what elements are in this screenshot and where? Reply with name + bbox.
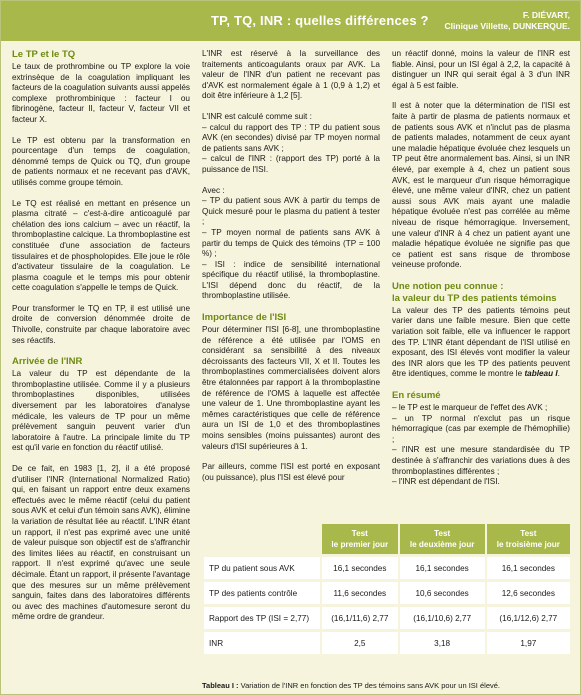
- definition-item: – ISI : indice de sensibilité international spécifique du réactif utilisé, la thromboplastine. L'ISI dépend donc du réactif, de la thromboplastine utilisée.: [202, 259, 380, 301]
- definition-item: – TP du patient sous AVK à partir du temps de Quick mesuré pour le plasma du patient à tester ;: [202, 196, 380, 227]
- value-cell: (16,1/11,6) 2,77: [322, 607, 398, 629]
- definition-item: – TP moyen normal de patients sans AVK à partir du temps de Quick des témoins (TP = 100 %) ;: [202, 227, 380, 259]
- summary-item: – l'INR est une mesure standardisée du TP destinée à s'affranchir des variations dues à des thromboplastines différentes ;: [392, 445, 570, 476]
- row-label-cell: INR: [204, 632, 320, 654]
- article-title: TP, TQ, INR : quelles différences ?: [211, 13, 429, 28]
- definitions-block: [202, 186, 380, 303]
- table-header-day1: [322, 524, 398, 554]
- paragraph: un réactif donné, moins la valeur de l'INR est fiable. Ainsi, pour un ISI égal à 2,2, la capacité à distinguer un INR qui serait égal à 3 d'un INR égal à 5 est faible.: [392, 49, 570, 90]
- paragraph-end: .: [557, 369, 560, 379]
- row-label-cell: Rapport des TP (ISI = 2,77): [204, 607, 320, 629]
- paragraph: Par ailleurs, comme l'ISI est porté en exposant (ou puissance), plus l'ISI est élevé pour: [202, 462, 380, 482]
- summary-item: – le TP est le marqueur de l'effet des AVK ;: [392, 403, 548, 413]
- table-row: [204, 607, 570, 629]
- column-3: [392, 49, 570, 488]
- author-block: [445, 10, 570, 32]
- paragraph: Pour déterminer l'ISI [6-8], une thromboplastine de référence a été utilisée par l'OMS en considérant sa sensibilité à des niveaux décroissants des facteurs VII, X et II. Toutes les thromboplastines commercialisées doivent alors être étalonnées par rapport à la thromboplastine de référence de l'OMS à laquelle est affectée une valeur de 1. Une thromboplastine ayant les mêmes caractéristiques que celle de référence aura un ISI de 1,0 et des thromboplastines moins sensibles (moins puissantes) auront des valeurs d'ISI supérieures à 1.: [202, 325, 380, 451]
- header-text: le premier jour: [331, 540, 389, 549]
- table-caption: [202, 681, 572, 690]
- author-name: F. DIÉVART,: [522, 10, 570, 20]
- row-label-cell: TP des patients contrôle: [204, 582, 320, 604]
- row-label-cell: TP du patient sous AVK: [204, 557, 320, 579]
- column-1: [12, 49, 190, 623]
- value-cell: 16,1 secondes: [400, 557, 485, 579]
- table-header-empty: [204, 524, 320, 554]
- value-cell: 16,1 secondes: [487, 557, 570, 579]
- section-title-isi: Importance de l'ISI: [202, 312, 287, 324]
- header-text: Test: [520, 529, 537, 538]
- header-text: Test: [351, 529, 368, 538]
- summary-item: – un TP normal n'exclut pas un risque hémorragique (cas par exemple de l'hémophilie) ;: [392, 413, 570, 444]
- paragraph: Le taux de prothrombine ou TP explore la voie extrinsèque de la coagulation impliquant les facteurs de la coagulation suivants aussi appelés complexe prothrombinique : facteur I ou fibrinogène, facteur II, facteur V, facteur VII et facteur X.: [12, 62, 190, 124]
- summary-item: – l'INR est dépendant de l'ISI.: [392, 477, 500, 487]
- table-1: [202, 521, 572, 657]
- section-title-line: la valeur du TP des patients témoins: [392, 292, 557, 304]
- table-reference: tableau I: [524, 369, 558, 379]
- section-title-line: Une notion peu connue :: [392, 280, 504, 292]
- paragraph-text: La valeur des TP des patients témoins peut varier dans une faible mesure. Bien que cette variation soit faible, elle va influencer le rapport des TP. L'INR étant dépendant de l'ISI utilisé en exposant, des ISI élevés vont modifier la valeur des INR alors que les TP des patients peuvent être identiques, comme le montre le: [392, 305, 570, 379]
- formula-block: [202, 112, 380, 176]
- title-bar: [1, 1, 580, 41]
- formula-step: – calcul de l'INR : (rapport des TP) porté à la puissance de l'ISI.: [202, 154, 380, 174]
- value-cell: 3,18: [400, 632, 485, 654]
- formula-intro: L'INR est calculé comme suit :: [202, 111, 312, 121]
- column-2: [202, 49, 380, 483]
- table-header-day2: [400, 524, 485, 554]
- table-row: [204, 582, 570, 604]
- definitions-intro: Avec :: [202, 185, 225, 195]
- value-cell: 10,6 secondes: [400, 582, 485, 604]
- value-cell: 2,5: [322, 632, 398, 654]
- summary-list: [392, 403, 570, 488]
- paragraph: Il est à noter que la détermination de l'ISI est faite à partir de plasma de patients normaux et de patients sous AVK et n'inclut pas de plasma de patients malades, notamment de ceux ayant une maladie hépatique évoluée chez lesquels un TP peut être anormalement bas. Ainsi, si un INR élevé, par exemple à 4, chez un patient sous AVK, est le marqueur d'un risque hémorragique élevé, une même valeur d'INR, chez un patient aussi sous AVK mais ayant une maladie hépatique évoluée n'est pas corrélée au même niveau de risque hémorragique. Inversement, une valeur d'INR à 4 chez un patient ayant une maladie hépatique évoluée ne signifie pas que ce patient est sans risque de thrombose veineuse profonde.: [392, 101, 570, 270]
- paragraph: Pour transformer le TQ en TP, il est utilisé une droite de conversion dénommée droite de Thivolle, construite par chaque laboratoire avec ses réactifs.: [12, 303, 190, 345]
- paragraph: La valeur du TP est dépendante de la thromboplastine utilisée. Comme il y a plusieurs thromboplastines disponibles, utilisées diversement par les laboratoires d'analyse médicale, les valeurs de TP pour un même prélèvement sanguin peuvent varier d'un laboratoire à l'autre. La principale limite du TP est qu'il varie en fonction du réactif utilisé.: [12, 369, 190, 453]
- inr-table: [202, 521, 572, 657]
- table-row: [204, 632, 570, 654]
- header-text: le troisième jour: [496, 540, 560, 549]
- value-cell: 11,6 secondes: [322, 582, 398, 604]
- value-cell: 1,97: [487, 632, 570, 654]
- caption-label: Tableau I :: [202, 681, 239, 690]
- table-header-row: [204, 524, 570, 554]
- value-cell: 16,1 secondes: [322, 557, 398, 579]
- paragraph: L'INR est réservé à la surveillance des traitements anticoagulants oraux par AVK. La valeur de l'INR d'un patient ne recevant pas d'AVK est normalement égale à 1 (0,9 à 1,2) et doit être inférieure à 1,2 [5].: [202, 49, 380, 101]
- header-text: le deuxième jour: [409, 540, 475, 549]
- paragraph: Le TP est obtenu par la transformation en pourcentage d'un temps de coagulation, dénommé temps de Quick ou TQ, d'un groupe de patients normaux et ne recevant pas d'AVK, utilisés comme groupe témoin.: [12, 135, 190, 187]
- section-title-inr: Arrivée de l'INR: [12, 356, 83, 368]
- section-title-resume: En résumé: [392, 390, 441, 402]
- paragraph: De ce fait, en 1983 [1, 2], il a été proposé d'utiliser l'INR (International Normalized Ratio) qui, en faisant un rapport entre deux examens effectués avec le même réactif (celui du patient sous AVK et celui d'un témoin sans AVK), élimine la variation de résultat liée au réactif. L'INR étant un rapport, il n'est pas exprimé avec une unité de valeur puisque son objectif est de s'affranchir des limites liées au réactif, en construisant un rapport. Il n'est exprimé qu'avec une seule décimale. Étant un rapport, il présente l'avantage que des mesures sur un même prélèvement sanguin, faites dans des laboratoires différents ou avec des machines d'automesure seront du même ordre de grandeur.: [12, 464, 190, 622]
- value-cell: (16,1/10,6) 2,77: [400, 607, 485, 629]
- formula-step: – calcul du rapport des TP : TP du patient sous AVK (en secondes) divisé par TP moyen normal de patients sans AVK ;: [202, 122, 380, 153]
- table-body: [204, 557, 570, 654]
- header-text: Test: [434, 529, 451, 538]
- value-cell: 12,6 secondes: [487, 582, 570, 604]
- section-title-tp-tq: Le TP et le TQ: [12, 49, 76, 60]
- section-title-temoins: [392, 281, 570, 305]
- caption-text: Variation de l'INR en fonction des TP des témoins sans AVK pour un ISI élevé.: [238, 681, 500, 690]
- author-affiliation: Clinique Villette, DUNKERQUE.: [444, 21, 570, 31]
- table-header-day3: [487, 524, 570, 554]
- paragraph: Le TQ est réalisé en mettant en présence un plasma citraté – c'est-à-dire anticoagulé par chélation des ions calcium – avec un réactif, la thromboplastine calcique. La thromboplastine est constituée d'une association de facteurs tissulaires et de phospholopides. Elle joue le rôle d'activateur tissulaire de la coagulation. Le plasma coagule et le temps mis pour obtenir cette coagulation s'appelle le temps de Quick.: [12, 198, 190, 293]
- paragraph: [392, 306, 570, 380]
- table-row: [204, 557, 570, 579]
- value-cell: (16,1/12,6) 2,77: [487, 607, 570, 629]
